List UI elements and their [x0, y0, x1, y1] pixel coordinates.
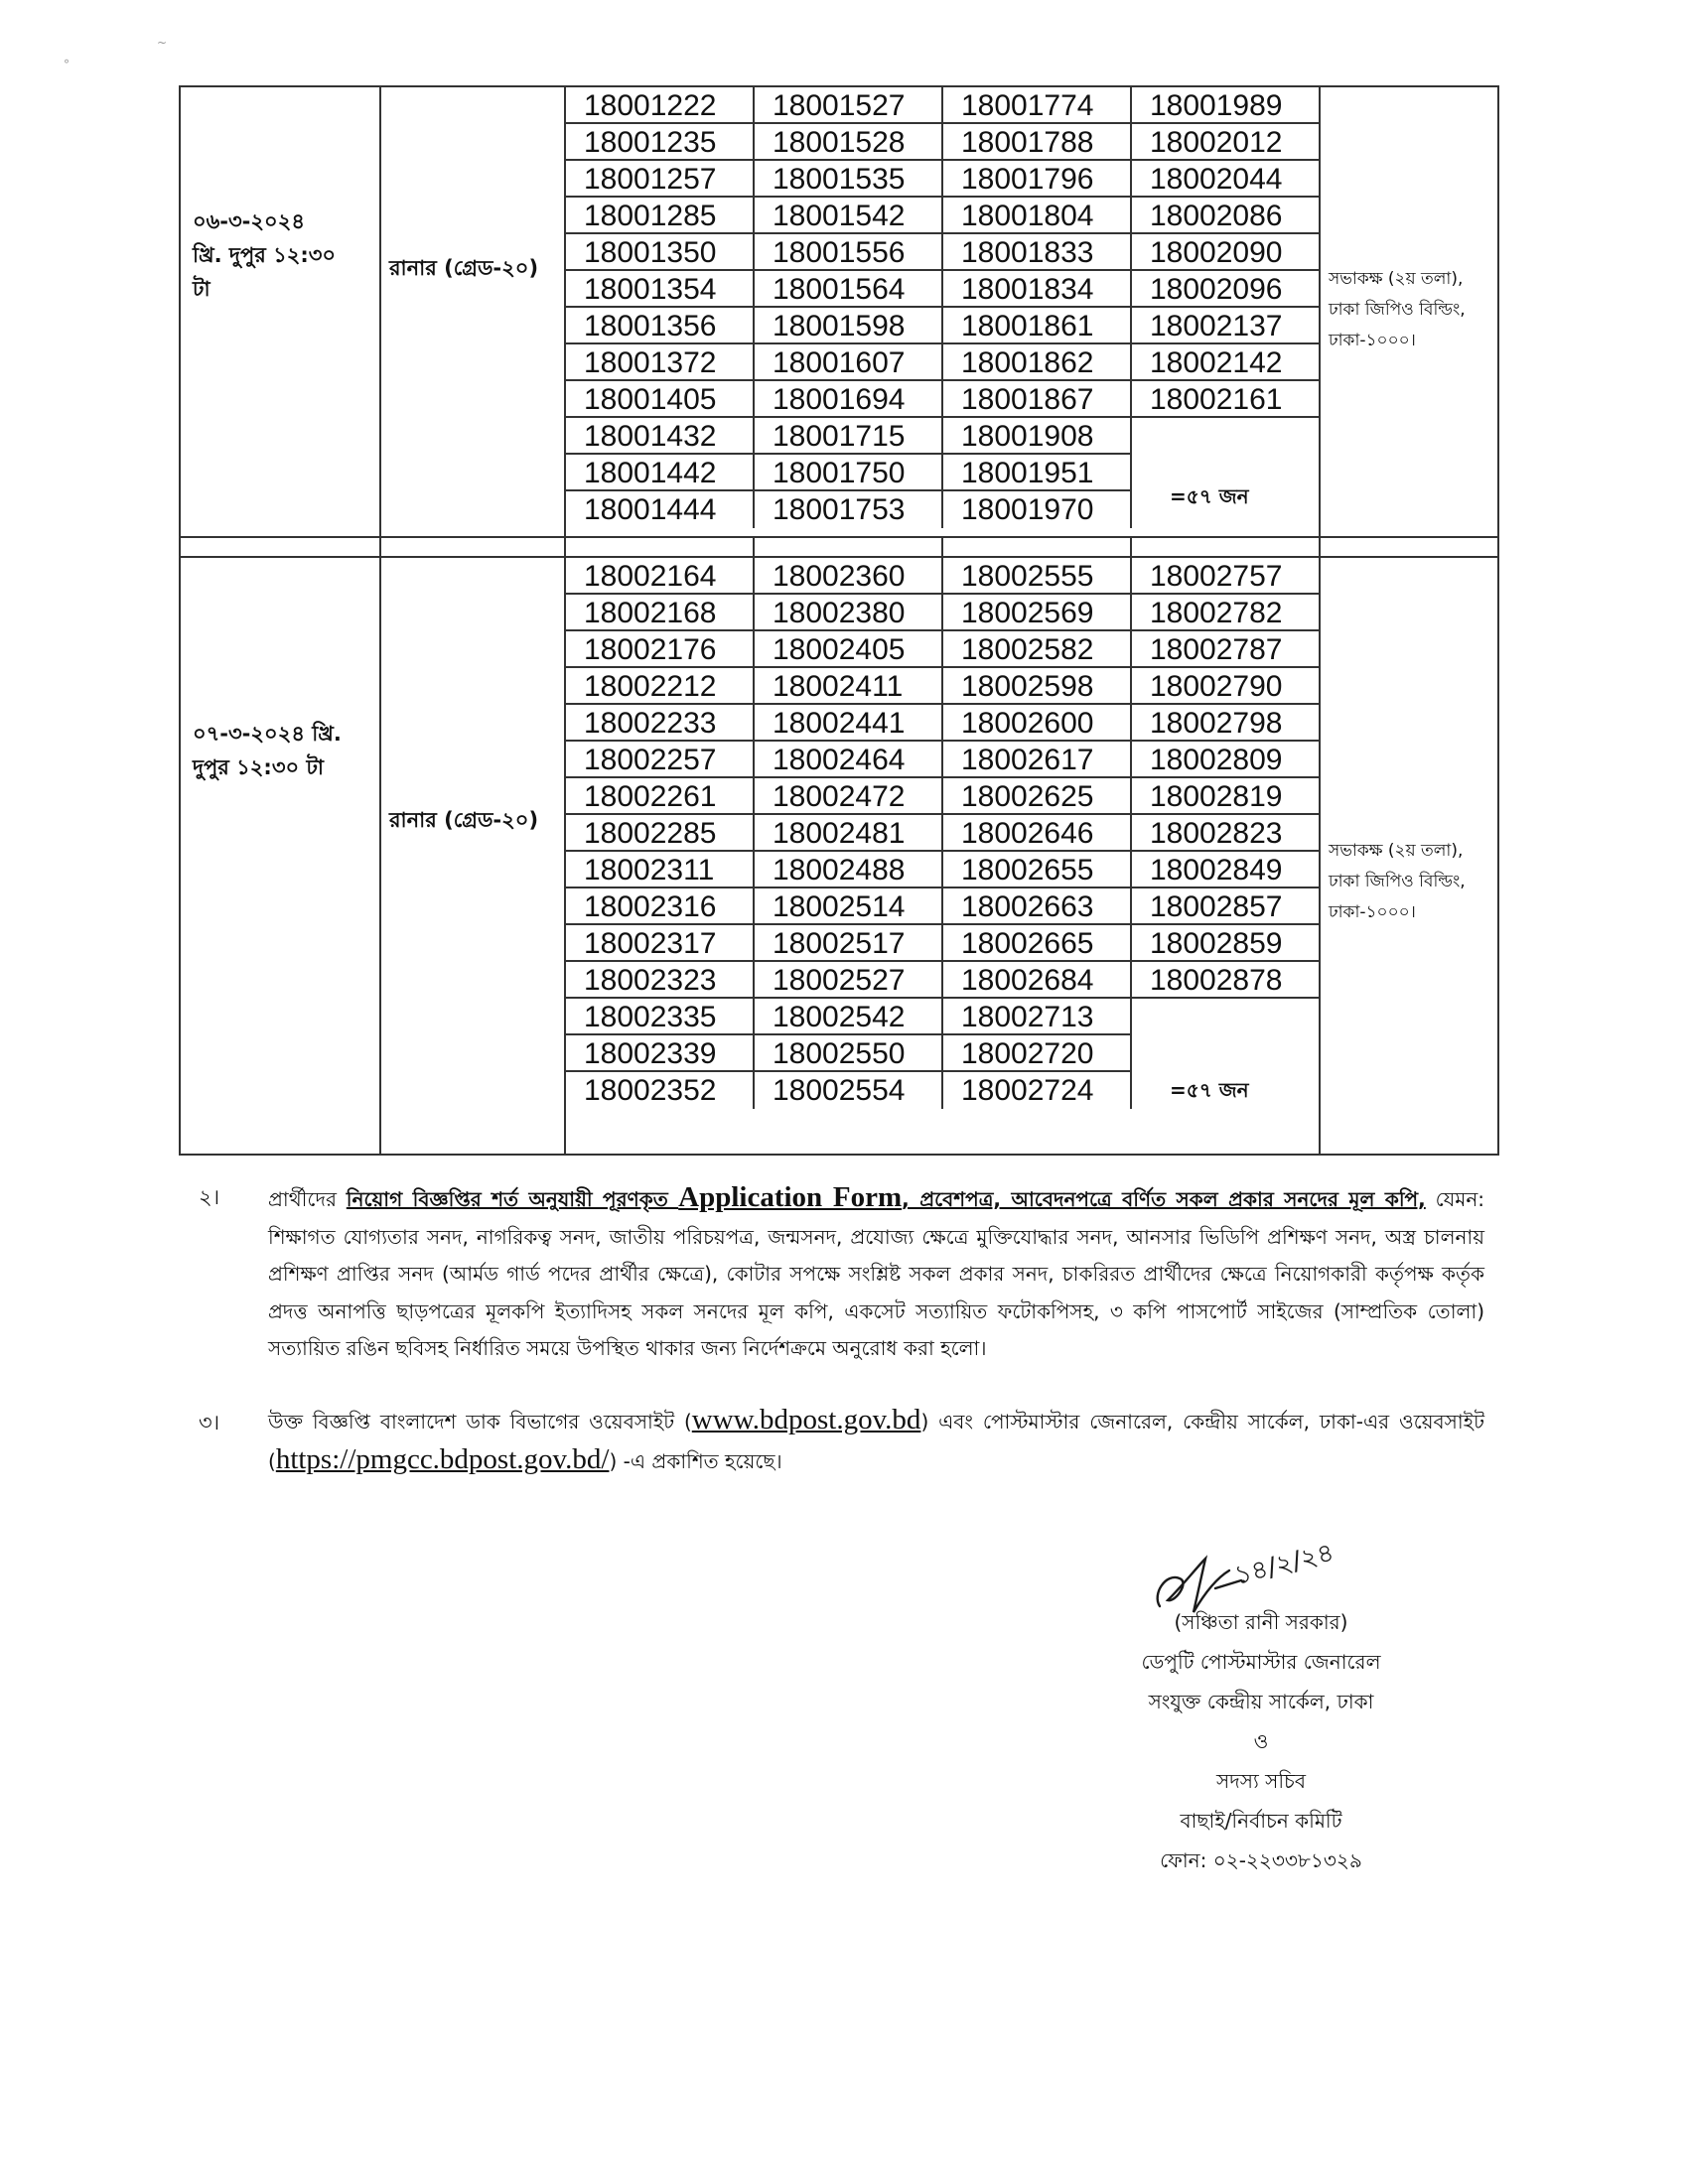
roll-number-cell: 18002713 — [943, 999, 1132, 1035]
roll-number-cell: 18002757 — [1132, 558, 1321, 595]
roll-number-cell: 18002096 — [1132, 271, 1321, 308]
roll-number-cell: 18001796 — [943, 161, 1132, 198]
roll-number-cell: 18001867 — [943, 381, 1132, 418]
roll-number-cell: 18001442 — [566, 455, 755, 491]
roll-number-cell: 18002600 — [943, 705, 1132, 742]
roll-number-cell: 18002514 — [755, 888, 943, 925]
roll-number-cell: 18002261 — [566, 778, 755, 815]
roll-number-cell: 18002464 — [755, 742, 943, 778]
roll-number-cell: 18001528 — [755, 124, 943, 161]
date-line: ০৭-৩-২০২৪ খ্রি. — [193, 722, 342, 746]
roll-number-cell: 18001970 — [943, 491, 1132, 528]
signatory-block — [1112, 1602, 1410, 1880]
roll-number-cell: 18001535 — [755, 161, 943, 198]
roll-number-cell: 18001356 — [566, 308, 755, 344]
scan-speck: ° — [64, 58, 70, 71]
roll-number-cell: 18001750 — [755, 455, 943, 491]
roll-number-cell: 18002168 — [566, 595, 755, 631]
roll-number-cell: 18001694 — [755, 381, 943, 418]
roll-number-cell: 18002569 — [943, 595, 1132, 631]
scan-speck: ~ — [157, 36, 168, 50]
roll-number-cell: 18001372 — [566, 344, 755, 381]
total-count: =৫৭ জন — [1170, 1078, 1249, 1102]
roll-number-cell: 18002323 — [566, 962, 755, 999]
date-line: দুপুর ১২:৩০ টা — [193, 755, 324, 779]
roll-number-cell: 18002665 — [943, 925, 1132, 962]
roll-number-cell: 18001432 — [566, 418, 755, 455]
venue-cell — [1321, 558, 1497, 1154]
roll-number-cell: 18002317 — [566, 925, 755, 962]
roll-number-cell: 18002164 — [566, 558, 755, 595]
signatory-name: (সঞ্চিতা রানী সরকার) — [1174, 1610, 1348, 1634]
signatory-committee: বাছাই/নির্বাচন কমিটি — [1180, 1809, 1342, 1833]
roll-number-cell: 18002542 — [755, 999, 943, 1035]
roll-number-cell: 18001444 — [566, 491, 755, 528]
para-underlined-text: নিয়োগ বিজ্ঞপ্তির শর্ত অনুযায়ী পূরণকৃত — [346, 1187, 679, 1211]
website-paragraph — [268, 1402, 1484, 1480]
roll-number-cell: 18002335 — [566, 999, 755, 1035]
roll-number-cell — [1132, 999, 1321, 1035]
roll-number-cell: 18002233 — [566, 705, 755, 742]
application-form-text: Application Form — [678, 1181, 903, 1213]
roll-number-cell: 18001833 — [943, 234, 1132, 271]
roll-number-cell: 18002720 — [943, 1035, 1132, 1072]
roll-number-cell: 18002137 — [1132, 308, 1321, 344]
roll-number-cell: 18002663 — [943, 888, 1132, 925]
roll-number-cell: 18002257 — [566, 742, 755, 778]
para-text: ) -এ প্রকাশিত হয়েছে। — [609, 1448, 782, 1473]
roll-number-cell: 18002859 — [1132, 925, 1321, 962]
roll-number-cell: 18001598 — [755, 308, 943, 344]
roll-number-cell: 18001556 — [755, 234, 943, 271]
signatory-phone: ফোন: ০২-২২৩৩৮১৩২৯ — [1160, 1848, 1362, 1872]
para-lead: প্রার্থীদের — [268, 1187, 347, 1211]
roll-number-cell: 18001405 — [566, 381, 755, 418]
roll-number-cell: 18002625 — [943, 778, 1132, 815]
signatory-role: সদস্য সচিব — [1216, 1769, 1306, 1793]
roll-number-cell: 18002481 — [755, 815, 943, 852]
roll-number-cell: 18001788 — [943, 124, 1132, 161]
roll-number-cell: 18001542 — [755, 198, 943, 234]
roll-number-cell: 18002823 — [1132, 815, 1321, 852]
roll-number-cell: 18001861 — [943, 308, 1132, 344]
roll-number-cell — [1132, 1035, 1321, 1072]
roll-number-cell: 18001989 — [1132, 87, 1321, 124]
instructions-paragraph — [268, 1179, 1484, 1368]
roll-number-cell: 18002617 — [943, 742, 1132, 778]
paragraph-number: ৩। — [199, 1411, 220, 1434]
roll-number-cell: 18002488 — [755, 852, 943, 888]
roll-number-cell: 18002441 — [755, 705, 943, 742]
roll-grid — [566, 87, 1321, 528]
roll-number-cell: 18002878 — [1132, 962, 1321, 999]
roll-number-cell: 18002684 — [943, 962, 1132, 999]
roll-number-cell: 18002724 — [943, 1072, 1132, 1109]
paragraph-number: ২। — [199, 1185, 220, 1209]
roll-number-cell: 18001235 — [566, 124, 755, 161]
roll-number-cell: 18002554 — [755, 1072, 943, 1109]
roll-number-cell: 18002472 — [755, 778, 943, 815]
roll-number-cell: 18002582 — [943, 631, 1132, 668]
signatory-conjunction: ও — [1253, 1729, 1269, 1753]
roll-number-cell: 18002646 — [943, 815, 1132, 852]
bdpost-website-link[interactable]: www.bdpost.gov.bd — [691, 1404, 921, 1435]
total-count: =৫৭ জন — [1170, 484, 1249, 508]
roll-number-cell: 18001753 — [755, 491, 943, 528]
post-name: রানার (গ্রেড-২০) — [389, 808, 539, 832]
roll-number-cell: 18002411 — [755, 668, 943, 705]
roll-number-cell: 18002285 — [566, 815, 755, 852]
roll-number-cell: 18002527 — [755, 962, 943, 999]
schedule-table-2 — [179, 556, 1499, 1156]
roll-number-cell: 18002339 — [566, 1035, 755, 1072]
venue-text: সভাকক্ষ (২য় তলা), ঢাকা জিপিও বিল্ডিং, ঢাকা-১০০০। — [1329, 269, 1466, 350]
roll-number-cell: 18002517 — [755, 925, 943, 962]
roll-number-grid — [566, 87, 1321, 536]
venue-text: সভাকক্ষ (২য় তলা), ঢাকা জিপিও বিল্ডিং, ঢাকা-১০০০। — [1329, 841, 1466, 922]
roll-number-cell: 18002598 — [943, 668, 1132, 705]
date-cell — [181, 87, 381, 536]
table-separator-row — [179, 536, 1499, 558]
roll-number-cell: 18002316 — [566, 888, 755, 925]
roll-number-cell: 18001285 — [566, 198, 755, 234]
roll-number-cell: 18002787 — [1132, 631, 1321, 668]
roll-number-cell: 18002405 — [755, 631, 943, 668]
roll-number-cell: 18002352 — [566, 1072, 755, 1109]
post-cell — [381, 87, 566, 536]
roll-number-cell: 18001257 — [566, 161, 755, 198]
roll-number-cell: 18002819 — [1132, 778, 1321, 815]
roll-number-cell: 18002044 — [1132, 161, 1321, 198]
roll-number-cell: 18001908 — [943, 418, 1132, 455]
roll-number-cell: 18002176 — [566, 631, 755, 668]
roll-number-cell — [1132, 418, 1321, 455]
pmgcc-website-link[interactable]: https://pmgcc.bdpost.gov.bd/ — [275, 1442, 610, 1475]
date-line: টা — [193, 277, 211, 301]
roll-number-grid — [566, 558, 1321, 1154]
date-line: ০৬-৩-২০২৪ — [193, 209, 305, 233]
roll-number-cell: 18002809 — [1132, 742, 1321, 778]
roll-number-cell: 18001350 — [566, 234, 755, 271]
roll-number-cell: 18001715 — [755, 418, 943, 455]
roll-number-cell: 18002360 — [755, 558, 943, 595]
post-name: রানার (গ্রেড-২০) — [389, 256, 539, 280]
roll-number-cell: 18002161 — [1132, 381, 1321, 418]
para-text: ) এবং পোস্টমাস্টার জেনারেল, কেন্দ্রীয় সার্কেল, ঢাকা-এর ওয়েবসাইট ( — [268, 1410, 1484, 1473]
signatory-designation: ডেপুটি পোস্টমাস্টার জেনারেল — [1141, 1650, 1381, 1674]
para-body: যেমন: শিক্ষাগত যোগ্যতার সনদ, নাগরিকত্ব সনদ, জাতীয় পরিচয়পত্র, জন্মসনদ, প্রযোজ্য ক্ষেত্রে মুক্তিযোদ্ধার সনদ, আনসার ভিডিপি প্রশিক্ষণ সনদ, অস্ত্র চালনায় প্রশিক্ষণ প্রাপ্তির সনদ (আর্মড গার্ড পদের প্রার্থীর ক্ষেত্রে), কোটার সপক্ষে সংশ্লিষ্ট সকল প্রকার সনদ, চাকরিরত প্রার্থীদের ক্ষেত্রে নিয়োগকারী কর্তৃপক্ষ কর্তৃক প্রদত্ত অনাপত্তি ছাড়পত্রের মূলকপি ইত্যাদিসহ সকল সনদের মূল কপি, একসেট সত্যায়িত ফটোকপিসহ, ৩ কপি পাসপোর্ট সাইজের (সাম্প্রতিক তোলা) সত্যায়িত রঙিন ছবিসহ নির্ধারিত সময়ে উপস্থিত থাকার জন্য নির্দেশক্রমে অনুরোধ করা হলো। — [268, 1187, 1485, 1360]
roll-number-cell: 18001834 — [943, 271, 1132, 308]
roll-number-cell: 18001527 — [755, 87, 943, 124]
roll-number-cell: 18001222 — [566, 87, 755, 124]
roll-number-cell: 18001354 — [566, 271, 755, 308]
roll-number-cell: 18001607 — [755, 344, 943, 381]
roll-number-cell: 18002555 — [943, 558, 1132, 595]
roll-number-cell: 18001951 — [943, 455, 1132, 491]
roll-number-cell: 18001564 — [755, 271, 943, 308]
para-text: উক্ত বিজ্ঞপ্তি বাংলাদেশ ডাক বিভাগের ওয়েবসাইট ( — [268, 1410, 692, 1433]
para-underlined-text: , প্রবেশপত্র, আবেদনপত্রে বর্ণিত সকল প্রকার সনদের মূল কপি, — [902, 1187, 1426, 1211]
roll-number-cell: 18002849 — [1132, 852, 1321, 888]
roll-number-cell: 18002142 — [1132, 344, 1321, 381]
date-line: খ্রি. দুপুর ১২:৩০ — [193, 243, 337, 267]
roll-number-cell: 18002090 — [1132, 234, 1321, 271]
roll-number-cell: 18002012 — [1132, 124, 1321, 161]
roll-number-cell: 18002086 — [1132, 198, 1321, 234]
roll-number-cell: 18002550 — [755, 1035, 943, 1072]
roll-number-cell: 18002782 — [1132, 595, 1321, 631]
date-cell — [181, 558, 381, 1154]
roll-number-cell: 18001774 — [943, 87, 1132, 124]
post-cell — [381, 558, 566, 1154]
roll-number-cell: 18002655 — [943, 852, 1132, 888]
roll-number-cell: 18002857 — [1132, 888, 1321, 925]
schedule-table-1 — [179, 85, 1499, 538]
roll-number-cell: 18001862 — [943, 344, 1132, 381]
roll-number-cell: 18001804 — [943, 198, 1132, 234]
roll-grid — [566, 558, 1321, 1109]
roll-number-cell: 18002311 — [566, 852, 755, 888]
roll-number-cell: 18002380 — [755, 595, 943, 631]
signature-date: ১৪/২/২৪ — [1231, 1538, 1337, 1591]
signatory-office: সংযুক্ত কেন্দ্রীয় সার্কেল, ঢাকা — [1148, 1690, 1374, 1713]
venue-cell — [1321, 87, 1497, 536]
roll-number-cell: 18002790 — [1132, 668, 1321, 705]
roll-number-cell: 18002798 — [1132, 705, 1321, 742]
roll-number-cell: 18002212 — [566, 668, 755, 705]
